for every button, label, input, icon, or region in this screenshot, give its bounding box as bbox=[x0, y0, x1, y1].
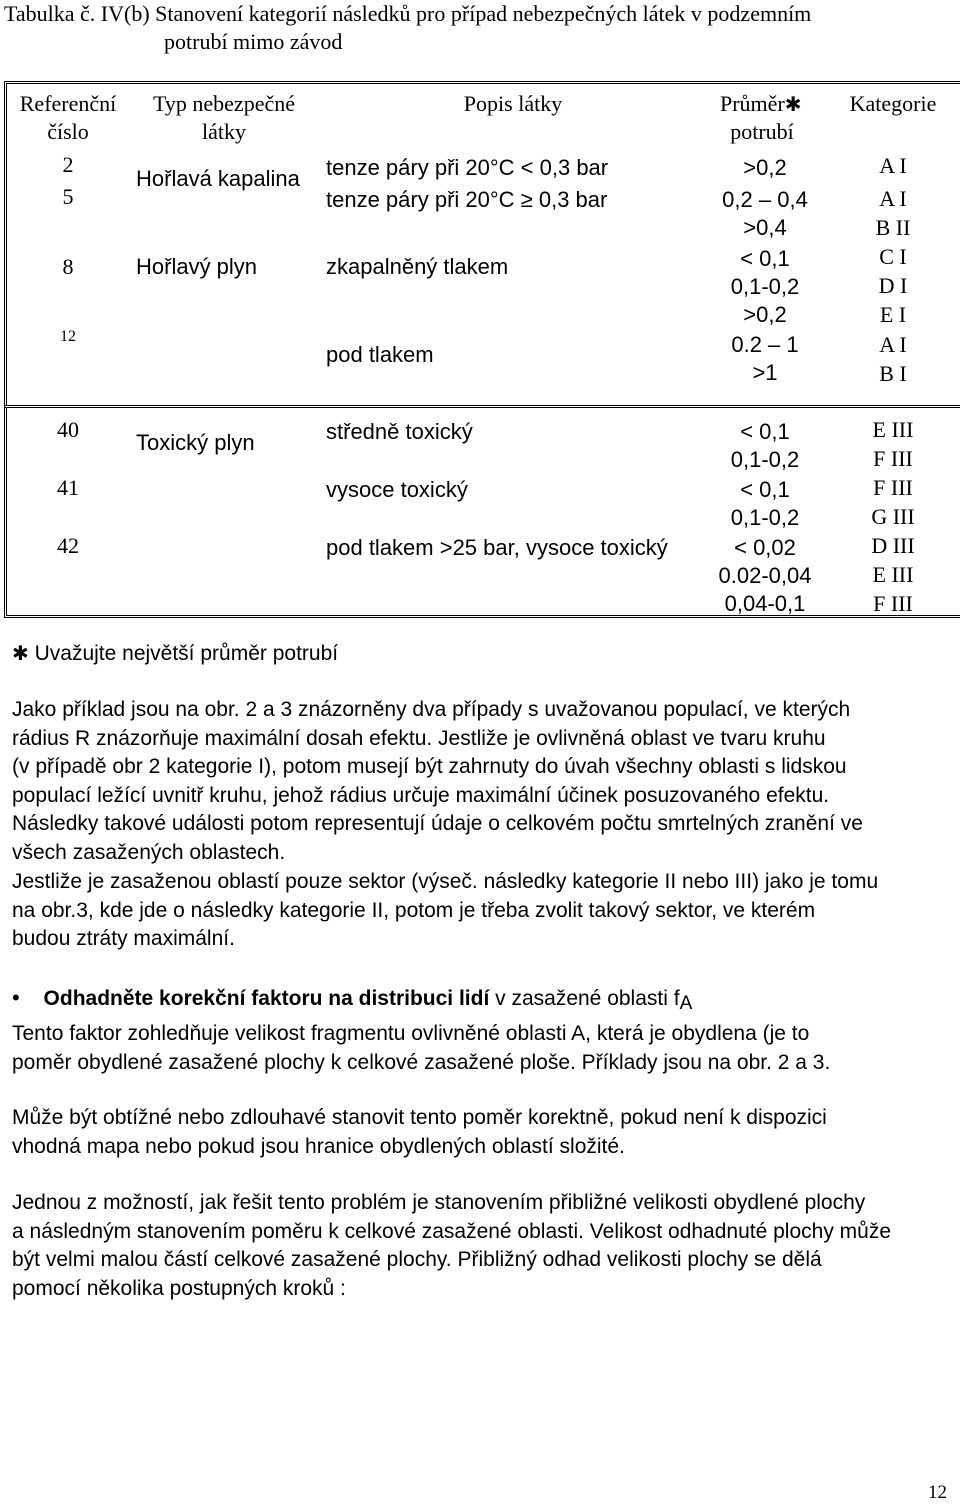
category-cell: D III bbox=[871, 533, 915, 558]
diam-cell: 0,1-0,2 bbox=[730, 505, 800, 530]
type-flammable-liquid: Hořlavá kapalina bbox=[136, 166, 300, 191]
paragraph-5: Jednou z možností, jak řešit tento problém je stanovením přibližné velikosti obydlené plochy a následným stanovením poměru k celkové zasažené oblasti. Velikost odhadnuté plochy může být velmi malou částí celkové zasažené plochy. Přibližný odhad velikosti plochy se dělá pomocí několika postupných kroků : bbox=[12, 1191, 892, 1300]
category-cell: B I bbox=[879, 361, 907, 386]
diam-cell: 0,2 – 0,4 bbox=[722, 187, 808, 212]
category-cell: A I bbox=[879, 332, 907, 357]
ref-2: 2 bbox=[62, 152, 74, 177]
footnote: ✱ Uvažujte největší průměr potrubí bbox=[12, 642, 339, 665]
header-diameter-line1: Průměr✱ bbox=[720, 91, 802, 116]
page-number: 12 bbox=[928, 1482, 947, 1503]
bullet-icon: • bbox=[12, 985, 20, 1010]
bullet-heading: • Odhadněte korekční faktoru na distribuci lidí v zasažené oblasti $f_A$ bbox=[12, 985, 693, 1014]
desc-ref-12: pod tlakem bbox=[326, 342, 434, 367]
ref-40: 40 bbox=[57, 417, 79, 442]
category-cell: D I bbox=[878, 273, 908, 298]
category-cell: F III bbox=[873, 591, 913, 616]
category-cell: C I bbox=[879, 244, 907, 269]
paragraph-4: Může být obtížné nebo zdlouhavé stanovit tento poměr korektně, pokud není k dispozici vhodná mapa nebo pokud jsou hranice obydlených oblastí složité. bbox=[12, 1106, 827, 1158]
desc-ref-2: tenze páry při 20°C < 0,3 bar bbox=[326, 155, 609, 180]
header-type-line1: Typ nebezpečné bbox=[153, 91, 295, 116]
paragraph-3: Tento faktor zohledňuje velikost fragmentu ovlivněné oblasti A, která je obydlena (je to poměr obydlené zasažené plochy k celkové zasažené ploše. Příklady jsou na obr. 2 a 3. bbox=[12, 1022, 831, 1074]
diam-cell: 0,1-0,2 bbox=[730, 447, 800, 472]
type-toxic-gas: Toxický plyn bbox=[136, 430, 255, 455]
header-category: Kategorie bbox=[849, 91, 937, 116]
ref-8: 8 bbox=[62, 254, 74, 279]
diam-cell: >0,4 bbox=[743, 215, 787, 240]
diam-cell: < 0,1 bbox=[740, 477, 790, 502]
diam-cell: < 0,1 bbox=[740, 419, 790, 444]
header-ref-line2: číslo bbox=[47, 119, 89, 144]
category-cell: E III bbox=[872, 562, 914, 587]
diam-cell: >0,2 bbox=[743, 302, 787, 327]
asterisk-icon: ✱ bbox=[12, 643, 29, 665]
diam-cell: 0,04-0,1 bbox=[724, 591, 806, 616]
header-diameter-line2: potrubí bbox=[730, 119, 794, 144]
diam-cell: >0,2 bbox=[743, 155, 787, 180]
table-caption-line1: Tabulka č. IV(b) Stanovení kategorií následků pro případ nebezpečných látek v podzemním bbox=[4, 1, 812, 26]
desc-ref-40: středně toxický bbox=[326, 419, 473, 444]
category-cell: B II bbox=[875, 215, 911, 240]
paragraph-2: Jestliže je zasaženou oblastí pouze sektor (výseč. následky kategorie II nebo III) jako je tomu na obr.3, kde jde o následky kategorie II, potom je třeba zvolit takový sektor, ve kterém budou ztráty maximální. bbox=[12, 870, 879, 951]
ref-12: 12 bbox=[60, 328, 76, 345]
diam-cell: >1 bbox=[752, 360, 778, 385]
header-ref-line1: Referenční bbox=[19, 91, 117, 116]
diam-cell: 0.02-0,04 bbox=[718, 563, 812, 588]
category-cell: E I bbox=[879, 302, 907, 327]
desc-ref-8: zkapalněný tlakem bbox=[326, 254, 509, 279]
ref-5: 5 bbox=[62, 184, 74, 209]
table-caption-line2: potrubí mimo závod bbox=[164, 29, 343, 54]
diam-cell: < 0,1 bbox=[740, 246, 790, 271]
desc-ref-42: pod tlakem >25 bar, vysoce toxický bbox=[326, 535, 668, 560]
diam-cell: < 0,02 bbox=[734, 535, 796, 560]
desc-ref-5: tenze páry při 20°C ≥ 0,3 bar bbox=[326, 187, 608, 212]
asterisk-icon: ✱ bbox=[784, 94, 802, 116]
ref-42: 42 bbox=[57, 533, 79, 558]
paragraph-1: Jako příklad jsou na obr. 2 a 3 znázorněny dva případy s uvažovanou populací, ve kterých rádius R znázorňuje maximální dosah efektu. Jestliže je ovlivněná oblast ve tvaru kruhu (v případě obr 2 kategorie I), potom musejí být zahrnuty do úvah všechny oblasti s lidskou populací ležící uvnitř kruhu, jehož rádius určuje maximální účinek posuzovaného efektu. Následky takové události potom representují údaje o celkovém počtu smrtelných zranění ve všech zasažených oblastech. bbox=[12, 698, 863, 864]
diam-cell: 0,1-0,2 bbox=[730, 274, 800, 299]
category-cell: F III bbox=[873, 475, 913, 500]
category-cell: G III bbox=[871, 504, 915, 529]
ref-41: 41 bbox=[57, 475, 79, 500]
header-description: Popis látky bbox=[463, 91, 563, 116]
category-cell: A I bbox=[879, 186, 907, 211]
category-cell: E III bbox=[872, 417, 914, 442]
header-type-line2: látky bbox=[202, 119, 246, 144]
desc-ref-41: vysoce toxický bbox=[326, 477, 468, 502]
category-cell: A I bbox=[879, 153, 907, 178]
table-frame-top bbox=[4, 81, 960, 408]
type-flammable-gas: Hořlavý plyn bbox=[136, 254, 258, 279]
diam-cell: 0.2 – 1 bbox=[731, 332, 799, 357]
category-cell: F III bbox=[873, 446, 913, 471]
